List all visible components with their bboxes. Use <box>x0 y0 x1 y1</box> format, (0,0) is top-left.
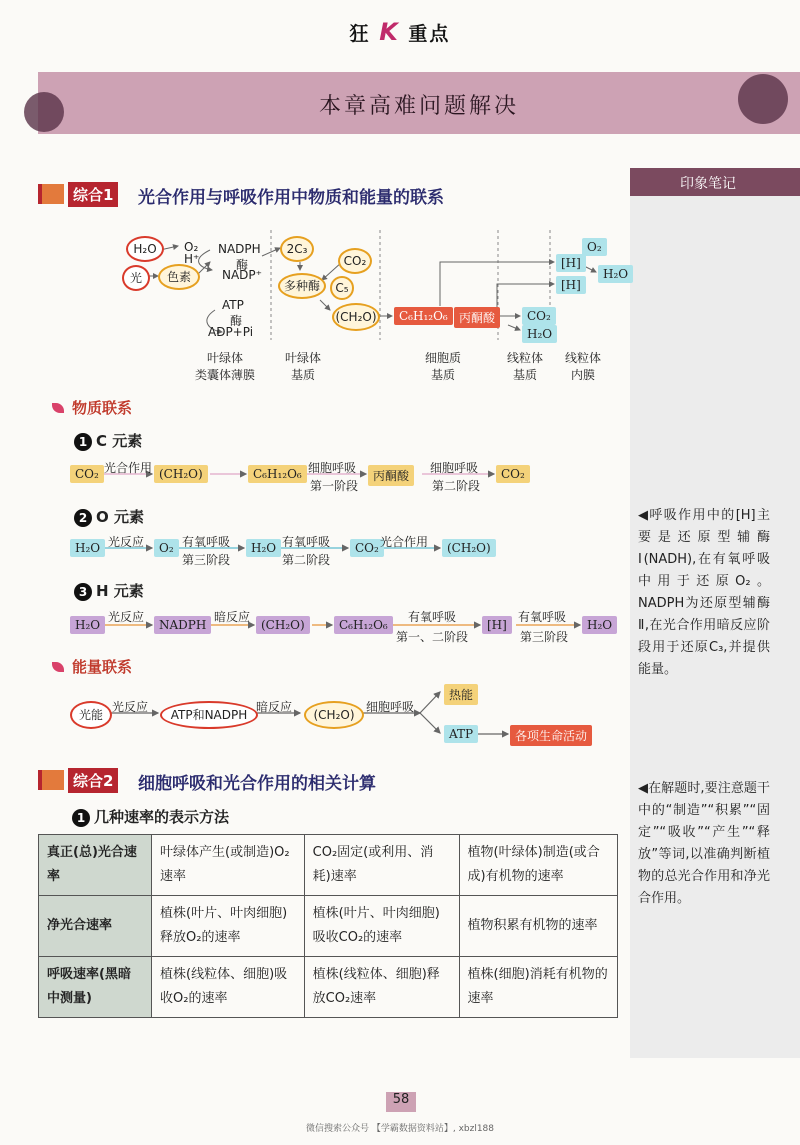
c5-node: C₅ <box>330 276 354 300</box>
o-element-heading: 2 O 元素 <box>74 506 144 527</box>
heat-node: 热能 <box>444 684 478 705</box>
co2-in-node: CO₂ <box>338 248 372 274</box>
atp-energy-node: ATP <box>444 725 478 743</box>
h-node-2: NADPH <box>154 616 211 634</box>
h-node-5: [H] <box>482 616 512 634</box>
o2-label: O₂ <box>184 240 199 254</box>
pyruvic-node: 丙酮酸 <box>454 307 500 328</box>
c-arrow-3: 细胞呼吸 <box>308 461 357 475</box>
h2o-node: H₂O <box>126 236 164 262</box>
pigment-node: 色素 <box>158 264 200 290</box>
o-arrow-2: 有氧呼吸 <box>182 535 231 549</box>
leaf-icon <box>52 662 64 672</box>
leaf-icon <box>52 403 64 413</box>
energy-arrow-2: 暗反应 <box>256 700 293 714</box>
rates-table <box>38 834 618 1018</box>
c-arrow-4: 细胞呼吸 <box>430 461 479 475</box>
section-heading-2: 综合2 细胞呼吸和光合作用的相关计算 <box>38 768 598 792</box>
c-node-4: 丙酮酸 <box>368 465 414 486</box>
h-arrow-1: 光反应 <box>108 610 145 624</box>
enzyme-label: 酶 <box>236 258 249 272</box>
adp-label: ADP+Pi <box>208 325 254 339</box>
brand-logo: 狂 K 重点 <box>349 18 451 46</box>
o-node-5: (CH₂O) <box>442 539 496 557</box>
h2o-right-node: H₂O <box>598 265 633 283</box>
o-arrow-1: 光反应 <box>108 535 145 549</box>
h-node-3: (CH₂O) <box>256 616 310 634</box>
o-arrow-2b: 第三阶段 <box>182 553 231 567</box>
o-arrow-4: 光合作用 <box>380 535 429 549</box>
c-element-heading: 1 C 元素 <box>74 430 142 451</box>
o-arrow-3: 有氧呼吸 <box>282 535 331 549</box>
energy-heading: 能量联系 <box>52 656 132 677</box>
h-node-4: C₆H₁₂O₆ <box>334 616 393 634</box>
table-row: 净光合速率 植株(叶片、叶肉细胞)释放O₂的速率 植株(叶片、叶肉细胞)吸收CO₂的速率 植物积累有机物的速率 <box>39 896 618 957</box>
glucose-node: C₆H₁₂O₆ <box>394 307 453 325</box>
c3-node: 2C₃ <box>280 236 314 262</box>
ch2o-energy-node: (CH₂O) <box>304 701 364 729</box>
c-node-1: CO₂ <box>70 465 104 483</box>
notes-header: 印象笔记 <box>630 168 800 196</box>
side-note-1: ◀呼吸作用中的[H]主要是还原型辅酶Ⅰ(NADH),在有氧呼吸中用于还原O₂。NADPH为还原型辅酶Ⅱ,在光合作用暗反应阶段用于还原C₃,并提供能量。 <box>638 508 770 677</box>
section-heading-1: 综合1 光合作用与呼吸作用中物质和能量的联系 <box>38 182 598 206</box>
h-node-1: H₂O <box>70 616 105 634</box>
banner-title: 本章高难问题解决 <box>318 94 519 119</box>
o2-right-node: O₂ <box>582 238 607 256</box>
c-node-2: (CH₂O) <box>154 465 208 483</box>
enzyme-node: 多种酶 <box>278 273 326 299</box>
hplus-label: H⁺ <box>184 252 200 266</box>
h-arrow-2: 暗反应 <box>214 610 251 624</box>
location-2: 叶绿体 基质 <box>284 351 321 382</box>
h2o-out-node: H₂O <box>522 325 557 343</box>
table-row: 呼吸速率(黑暗中测量) 植株(线粒体、细胞)吸收O₂的速率 植株(线粒体、细胞)释放CO₂速率 植株(细胞)消耗有机物的速率 <box>39 957 618 1018</box>
location-4: 线粒体 基质 <box>506 351 543 382</box>
nadp-label: NADP⁺ <box>222 268 262 282</box>
light-energy-node: 光能 <box>70 701 112 729</box>
c-arrow-1: 光合作用 <box>104 461 153 475</box>
h-arrow-4: 有氧呼吸 <box>408 610 457 624</box>
o-node-2: O₂ <box>154 539 179 557</box>
page-number: 58 <box>386 1092 416 1112</box>
location-5: 线粒体 内膜 <box>564 351 601 382</box>
location-1: 叶绿体 类囊体薄膜 <box>194 351 255 382</box>
h-node-6: H₂O <box>582 616 617 634</box>
o-node-3: H₂O <box>246 539 281 557</box>
table-row: 真正(总)光合速率 叶绿体产生(或制造)O₂速率 CO₂固定(或利用、消耗)速率 植物(叶绿体)制造(或合成)有机物的速率 <box>39 835 618 896</box>
c-node-3: C₆H₁₂O₆ <box>248 465 307 483</box>
h-arrow-4b: 第一、二阶段 <box>396 630 469 644</box>
o-arrow-3b: 第二阶段 <box>282 553 331 567</box>
location-3: 细胞质 基质 <box>424 351 461 382</box>
light-node: 光 <box>122 265 150 291</box>
o-node-4: CO₂ <box>350 539 384 557</box>
co2-out-node: CO₂ <box>522 307 556 325</box>
energy-arrow-1: 光反应 <box>112 700 149 714</box>
book-icon <box>38 770 64 790</box>
enzyme2-label: 酶 <box>230 314 243 328</box>
h-element-heading: 3 H 元素 <box>74 580 144 601</box>
side-note-2: ◀在解题时,要注意题干中的“制造”“积累”“固定”“吸收”“产生”“释放”等词,以准确判断植物的总光合作用和净光合作用。 <box>638 781 770 906</box>
c-arrow-3b: 第一阶段 <box>310 479 359 493</box>
h-node-2: [H] <box>556 276 586 294</box>
ch2o-node: (CH₂O) <box>332 303 380 331</box>
atp-nadph-node: ATP和NADPH <box>160 701 258 729</box>
h-arrow-5b: 第三阶段 <box>520 630 569 644</box>
c-node-5: CO₂ <box>496 465 530 483</box>
h-node-1: [H] <box>556 254 586 272</box>
footer-watermark: 微信搜索公众号 【学霸数据资料站】, xbzl188 <box>305 1124 495 1134</box>
c-arrow-4b: 第二阶段 <box>432 479 481 493</box>
nadph-label: NADPH <box>218 242 261 256</box>
h-arrow-5: 有氧呼吸 <box>518 610 567 624</box>
o-node-1: H₂O <box>70 539 105 557</box>
energy-arrow-3: 细胞呼吸 <box>366 700 415 714</box>
rates-heading: 1 几种速率的表示方法 <box>72 806 229 827</box>
atp-label: ATP <box>222 298 244 312</box>
life-activity-node: 各项生命活动 <box>510 725 592 746</box>
material-heading: 物质联系 <box>52 397 132 418</box>
